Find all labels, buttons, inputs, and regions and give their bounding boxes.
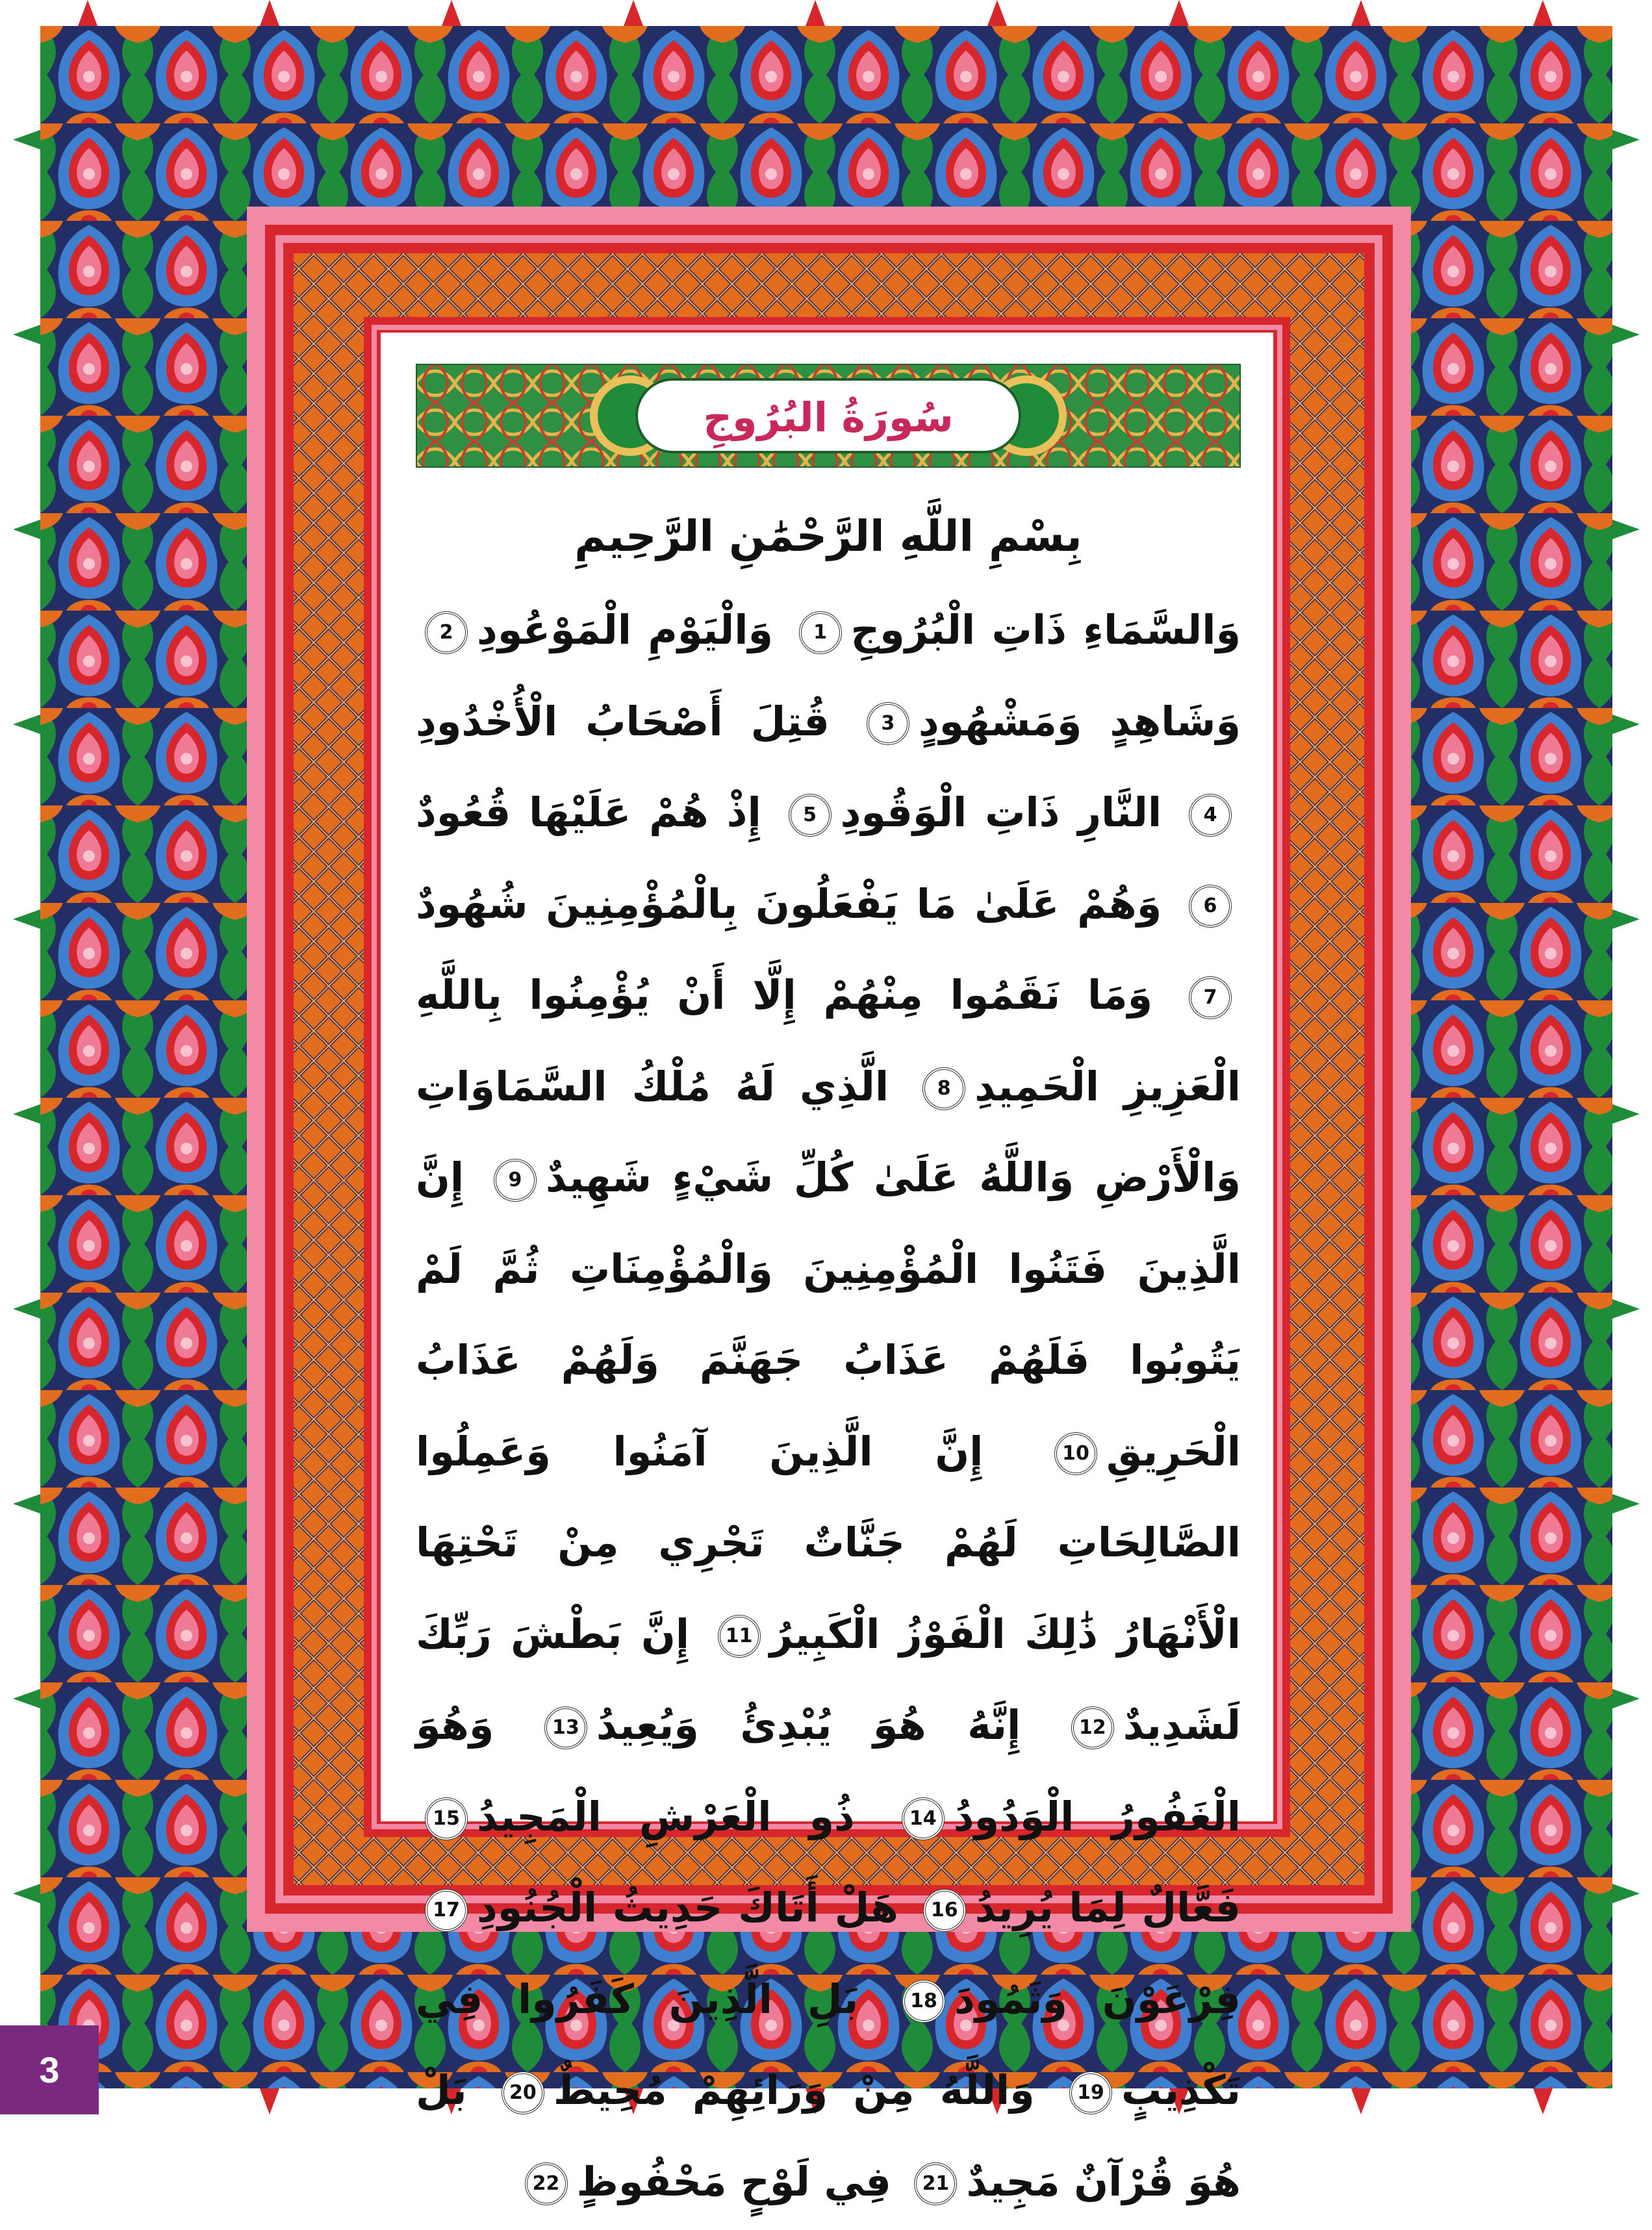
verse-text-8: وَمَا نَقَمُوا مِنْهُمْ إِلَّا أَنْ يُؤْمِنُوا بِاللَّهِ الْعَزِيزِ الْحَمِيدِ — [416, 971, 1241, 1110]
verse-text-3: وَشَاهِدٍ وَمَشْهُودٍ — [918, 697, 1241, 745]
verse-text-13: إِنَّهُ هُوَ يُبْدِئُ وَيُعِيدُ — [596, 1701, 1021, 1749]
verse-text-18: فِرْعَوْنَ وَثَمُودَ — [954, 1975, 1241, 2023]
verse-number-18: 18 — [902, 1980, 945, 2023]
verse-number-16: 16 — [923, 1889, 966, 1932]
verse-text-15: ذُو الْعَرْشِ الْمَجِيدُ — [477, 1792, 855, 1840]
verse-number-22: 22 — [525, 2162, 568, 2205]
verse-text-12: إِنَّ بَطْشَ رَبِّكَ لَشَدِيدٌ — [416, 1610, 1241, 1749]
verse-number-15: 15 — [425, 1797, 468, 1840]
verse-text-22: فِي لَوْحٍ مَحْفُوظٍ — [576, 2157, 891, 2205]
verse-text-19: بَلِ الَّذِينَ كَفَرُوا فِي تَكْذِيبٍ — [416, 1975, 1241, 2114]
verse-number-19: 19 — [1069, 2072, 1112, 2114]
verse-number-20: 20 — [502, 2072, 544, 2114]
verse-text-1: وَالسَّمَاءِ ذَاتِ الْبُرُوجِ — [850, 606, 1241, 653]
verse-number-21: 21 — [914, 2162, 957, 2205]
verse-text-7: وَهُمْ عَلَىٰ مَا يَفْعَلُونَ بِالْمُؤْمِنِينَ شُهُودٌ — [416, 880, 1162, 928]
verse-text-10: إِنَّ الَّذِينَ فَتَنُوا الْمُؤْمِنِينَ وَالْمُؤْمِنَاتِ ثُمَّ لَمْ يَتُوبُوا فَلَهُمْ عَذَابُ جَهَنَّمَ وَلَهُمْ عَذَابُ الْحَرِيقِ — [416, 1154, 1241, 1475]
verse-number-11: 11 — [718, 1615, 761, 1658]
verse-text-5: النَّارِ ذَاتِ الْوَقُودِ — [840, 789, 1162, 836]
verse-text-21: بَلْ هُوَ قُرْآنٌ مَجِيدٌ — [416, 2066, 1241, 2205]
verse-number-6: 6 — [1189, 885, 1232, 928]
verse-text-11: إِنَّ الَّذِينَ آمَنُوا وَعَمِلُوا الصَّالِحَاتِ لَهُمْ جَنَّاتٌ تَجْرِي مِنْ تَحْتِهَا الْأَنْهَارُ ذَٰلِكَ الْفَوْزُ الْكَبِيرُ — [416, 1427, 1241, 1658]
verse-number-17: 17 — [425, 1889, 468, 1932]
surah-title: سُورَةُ البُرُوجِ — [703, 393, 954, 441]
verse-text — [416, 585, 1241, 2227]
verse-number-10: 10 — [1054, 1432, 1097, 1475]
basmala: بِسْمِ اللَّهِ الرَّحْمَٰنِ الرَّحِيمِ — [574, 511, 1082, 561]
verse-text-6: إِذْ هُمْ عَلَيْهَا قُعُودٌ — [416, 789, 761, 836]
verse-number-12: 12 — [1071, 1706, 1114, 1749]
verse-text-4: قُتِلَ أَصْحَابُ الْأُخْدُودِ — [416, 697, 830, 745]
verse-number-5: 5 — [789, 794, 832, 837]
verse-number-8: 8 — [922, 1067, 965, 1110]
verse-number-2: 2 — [425, 611, 468, 654]
verse-text-9: الَّذِي لَهُ مُلْكُ السَّمَاوَاتِ وَالْأَرْضِ وَاللَّهُ عَلَىٰ كُلِّ شَيْءٍ شَهِيدٌ — [416, 1062, 1241, 1201]
verse-number-3: 3 — [867, 702, 909, 745]
verse-number-13: 13 — [544, 1706, 587, 1749]
verse-number-4: 4 — [1189, 794, 1232, 837]
verse-number-7: 7 — [1189, 976, 1232, 1019]
verse-number-1: 1 — [799, 611, 842, 654]
verse-text-2: وَالْيَوْمِ الْمَوْعُودِ — [477, 606, 774, 653]
verse-number-9: 9 — [494, 1159, 537, 1202]
verse-number-14: 14 — [902, 1797, 945, 1840]
verse-text-14: وَهُوَ الْغَفُورُ الْوَدُودُ — [416, 1701, 1241, 1840]
verse-text-20: وَاللَّهُ مِنْ وَرَائِهِمْ مُحِيطٌ — [553, 2066, 1035, 2114]
verse-text-16: فَعَّالٌ لِمَا يُرِيدُ — [974, 1884, 1241, 1931]
page-number: 3 — [0, 2025, 99, 2114]
verse-text-17: هَلْ أَتَاكَ حَدِيثُ الْجُنُودِ — [477, 1884, 898, 1931]
